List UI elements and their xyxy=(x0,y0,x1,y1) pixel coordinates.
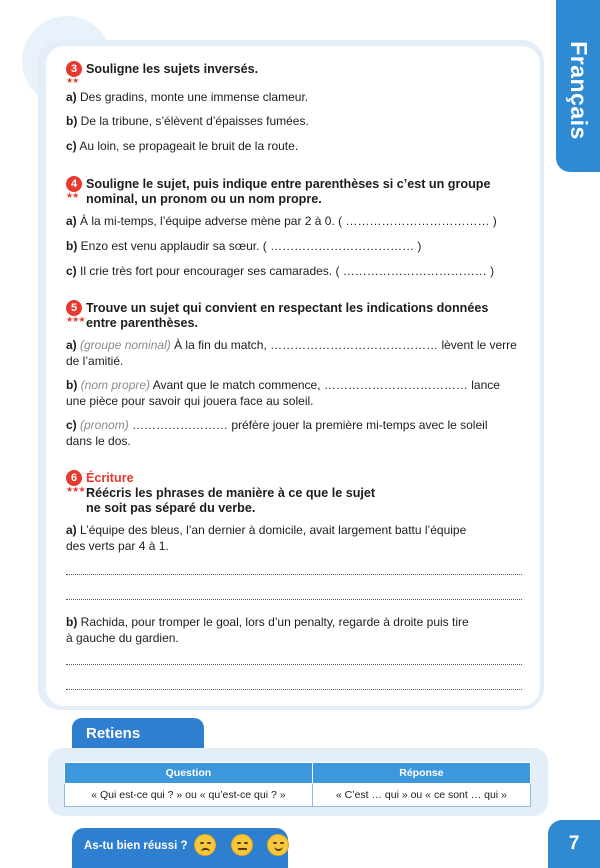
exercise-instruction-line1: Trouve un sujet qui convient en respectant les indications données xyxy=(86,301,489,315)
exercise-number: 3 xyxy=(66,61,82,77)
answer-line[interactable] xyxy=(66,664,522,665)
exercise-3-item-a: a) Des gradins, monte une immense clameur. xyxy=(66,90,309,104)
exercise-number: 6 xyxy=(66,470,82,486)
exercise-4-heading xyxy=(66,177,526,207)
table-header-question: Question xyxy=(65,763,313,784)
table-header-answer: Réponse xyxy=(312,763,530,784)
hint: (groupe nominal) xyxy=(80,338,171,352)
subject-tab-label-wrap xyxy=(554,40,600,140)
exercise-instruction-line2: ne soit pas séparé du verbe. xyxy=(86,501,256,515)
self-evaluation-label: As-tu bien réussi ? xyxy=(84,840,188,852)
exercise-6-item-a: a) L’équipe des bleus, l’an dernier à domicile, avait largement battu l’équipe des verts par 4 à 1. xyxy=(66,523,467,553)
answer-line[interactable] xyxy=(66,599,522,600)
table-cell-answer: « C’est … qui » ou « ce sont … qui » xyxy=(312,784,530,807)
exercise-4 xyxy=(66,177,526,207)
exercise-5-item-a: a) (groupe nominal) À la fin du match, …………………………………… lèvent le verre de l’amitié. xyxy=(66,338,517,368)
exercise-6-item-b: b) Rachida, pour tromper le goal, lors d’un penalty, regarde à droite puis tire à gauche du gardien. xyxy=(66,615,469,645)
neutral-face-icon[interactable] xyxy=(231,834,253,856)
exercise-3-heading xyxy=(66,62,526,85)
sad-face-icon[interactable] xyxy=(194,834,216,856)
exercise-title: Écriture xyxy=(86,471,134,485)
retiens-table xyxy=(64,762,531,807)
exercise-5 xyxy=(66,301,526,331)
exercise-3-item-c: c) Au loin, se propageait le bruit de la route. xyxy=(66,139,299,153)
hint: (nom propre) xyxy=(80,378,151,392)
exercise-4-item-c: c) Il crie très fort pour encourager ses camarades. ( ……………………………… ) xyxy=(66,264,495,278)
page-number: 7 xyxy=(548,820,600,868)
difficulty-stars: ★★ xyxy=(66,76,79,85)
exercise-4-item-a: a) À la mi-temps, l’équipe adverse mène par 2 à 0. ( ……………………………… ) xyxy=(66,214,497,228)
exercise-number: 5 xyxy=(66,300,82,316)
subject-tab-label: Français xyxy=(565,40,592,140)
answer-line[interactable] xyxy=(66,689,522,690)
exercise-6-heading xyxy=(66,471,526,516)
exercise-5-item-b: b) (nom propre) Avant que le match commence, ……………………………… lance une pièce pour savoir qui jouera face au soleil. xyxy=(66,378,500,408)
hint: (pronom) xyxy=(80,418,129,432)
difficulty-stars: ★★★ xyxy=(66,315,85,324)
exercise-3-item-b: b) De la tribune, s’élèvent d’épaisses fumées. xyxy=(66,114,309,128)
difficulty-stars: ★★ xyxy=(66,191,79,200)
exercise-instruction-line1: Souligne le sujet, puis indique entre parenthèses si c’est un groupe xyxy=(86,177,491,191)
table-cell-question: « Qui est-ce qui ? » ou « qu’est-ce qui ? » xyxy=(65,784,313,807)
exercise-number: 4 xyxy=(66,176,82,192)
exercise-instruction-line1: Réécris les phrases de manière à ce que le sujet xyxy=(86,486,376,500)
exercise-5-item-c: c) (pronom) …………………… préfère jouer la première mi-temps avec le soleil dans le dos. xyxy=(66,418,488,448)
exercise-5-heading xyxy=(66,301,526,331)
exercise-6 xyxy=(66,471,526,516)
exercise-3 xyxy=(66,62,526,85)
difficulty-stars: ★★★ xyxy=(66,485,85,494)
retiens-title: Retiens xyxy=(72,718,204,750)
exercise-instruction: Souligne les sujets inversés. xyxy=(86,62,259,76)
answer-line[interactable] xyxy=(66,574,522,575)
happy-face-icon[interactable] xyxy=(267,834,289,856)
exercise-instruction-line2: entre parenthèses. xyxy=(86,316,198,330)
exercise-4-item-b: b) Enzo est venu applaudir sa sœur. ( ……………………………… ) xyxy=(66,239,422,253)
exercise-instruction-line2: nominal, un pronom ou un nom propre. xyxy=(86,192,322,206)
